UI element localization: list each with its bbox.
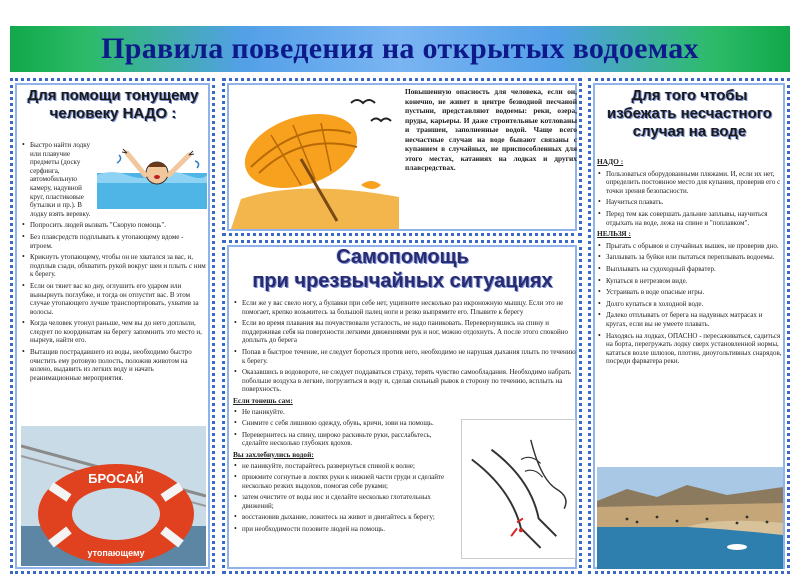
left-item: • Крикнуть утопающему, чтобы он не хватался за вас, и, подплыв сзади, обхватить рукой вокруг шеи и плыть с ним к берегу.: [21, 253, 206, 279]
ring-text-top: БРОСАЙ: [88, 471, 144, 486]
right-heading: Для того чтобы избежать несчастного случая на воде: [607, 87, 772, 140]
choking-item: • затем очистите от воды нос и сделайте несколько глотательных движений;: [233, 493, 451, 510]
left-column: [10, 78, 215, 574]
ring-text-bottom: утопающему: [87, 548, 145, 558]
forbidden-item: • Купаться в нетрезвом виде.: [597, 277, 783, 286]
drowning-yourself-heading: Если тонешь сам:: [233, 395, 293, 405]
forbidden-item: • Устраивать в воде опасные игры.: [597, 288, 783, 297]
left-item: • Если он тянет вас ко дну, оглушить его ударом или вынырнуть поглубже, и тогда он отпустит вас. В этом случае утопающего лучше транспортировать, ухватив за волосы.: [21, 282, 206, 316]
forbidden-heading: НЕЛЬЗЯ :: [597, 229, 631, 239]
self-help-heading: [225, 245, 580, 293]
right-column: [588, 78, 790, 574]
forbidden-item: • Далеко отплывать от берега на надувных матрасах и кругах, если вы не умеете плавать.: [597, 311, 783, 328]
drowning-yourself-item: • Перевернитесь на спину, широко раскиньте руки, расслабьтесь, сделайте несколько глубоких вдохов.: [233, 431, 451, 448]
forbidden-item: • Выплывать на судоходный фарватер.: [597, 265, 783, 274]
leg-cramp-illustration: [461, 419, 576, 559]
left-item: • Вытащив пострадавшего из воды, необходимо быстро очистить ему ротовую полость, положив животом на колено, выдавить из легких воду и начать реанимационные мероприятия.: [21, 348, 206, 382]
left-item: • Быстро найти лодку или плавучие предметы (доску серфинга, автомобильную камеру, надувной круг, пластиковые бутылки и пр.). В лодку взять веревку.: [21, 141, 97, 218]
choking-item: • прижмите согнутые в локтях руки к нижней части груди и сделайте несколько резких выдохов, помогая себе руками;: [233, 473, 451, 490]
must-item: • Научиться плавать.: [597, 198, 783, 207]
lifebuoy-illustration: [21, 426, 206, 566]
must-item: • Пользоваться оборудованными пляжами. И, если их нет, определить постоянное место для купания, проверив его с точки зрения безопасности.: [597, 170, 783, 196]
self-help-heading-line-2: при чрезвычайных ситуациях: [252, 270, 553, 292]
title-banner: [10, 26, 790, 72]
self-help-item: • Если во время плавания вы почувствовали усталость, не надо паниковать. Перевернувшись на спину и поддерживая себя на поверхности легкими движениями рук и ног, можно отдохнуть. А после этого спокойно доплыть до берега: [233, 319, 578, 345]
choking-heading: Вы захлебнулись водой:: [233, 449, 314, 459]
beach-umbrella-illustration: [231, 89, 401, 229]
forbidden-item: • Долго купаться в холодной воде.: [597, 300, 783, 309]
choking-item: • восстановив дыхание, ложитесь на живот и двигайтесь к берегу;: [233, 513, 451, 522]
self-help-heading-line-1: Самопомощь: [336, 246, 469, 268]
choking-item: • не паникуйте, постарайтесь развернуться спиной к волне;: [233, 462, 451, 471]
beach-photo: [597, 467, 783, 569]
poster-title: Правила поведения на открытых водоемах: [101, 32, 699, 65]
intro-text: Повышенную опасность для человека, если он, конечно, не живет в центре безводной песчаной пустыни, представляют водоемы: реки, озера, пруды, карьеры. И даже строительные котлованы и траншеи, заполненные водой. Чаще всего несчастные случаи на воде бывают связаны с купанием в случайных, не приспособленных для этого местах, катаниях на лодках и других плавсредствах.: [405, 87, 577, 172]
left-item: • Попросить людей вызвать "Скорую помощь".: [21, 221, 206, 230]
choking-item: • при необходимости позовите людей на помощь.: [233, 525, 451, 534]
lifebuoy-photo: [21, 426, 206, 566]
self-help-item: • Оказавшись в водовороте, не следует поддаваться страху, терять чувство самообладания. Необходимо набрать побольше воздуха в легкие, погрузиться в воду и, сделав сильный рывок в сторону по течению, всплыть на поверхность.: [233, 368, 578, 394]
left-item: • Когда человек утонул раньше, чем вы до него доплыли, следует по координатам на берегу запомнить это место и, нырнув, найти его.: [21, 319, 206, 345]
intro-panel: [222, 78, 582, 236]
left-instructions: [21, 141, 206, 385]
left-heading: Для помощи тонущему человеку НАДО :: [27, 87, 199, 122]
self-help-item: • Попав в быстрое течение, не следует бороться против него, необходимо не нарушая дыхания плыть по течению к берегу.: [233, 348, 578, 365]
left-item: • Без плавсредств подплывать к утопающему вдоме - втроем.: [21, 233, 206, 250]
right-instructions: [597, 155, 783, 369]
self-help-panel: [222, 240, 582, 574]
drowning-yourself-item: • Снимите с себя лишнюю одежду, обувь, кричи, зови на помощь.: [233, 419, 451, 428]
must-heading: НАДО :: [597, 157, 624, 166]
self-help-item: • Если же у вас свело ногу, а булавки при себе нет, ущипните несколько раз икроножную мышцу. Если это не помогает, крепко возьмитесь за большой палец ноги и резко выпрямите его. Плывите к берегу: [233, 299, 578, 316]
drowning-yourself-item: • Не паникуйте.: [233, 408, 451, 417]
must-item: • Перед тем как совершать дальние заплывы, научиться отдыхать на воде, лежа на спине и "поплавком".: [597, 210, 783, 227]
forbidden-item: • Находясь на лодках, ОПАСНО - пересаживаться, садиться на борта, перегружать лодку сверх установленной нормы, кататься возле шлюзов, плотин, диоугольтивных снарядов, посреди фарватера реки.: [597, 332, 783, 366]
forbidden-item: • Прыгать с обрывов и случайных вышек, не проверив дно.: [597, 242, 783, 251]
forbidden-item: • Заплывать за буйки или пытаться переплывать водоемы.: [597, 253, 783, 262]
